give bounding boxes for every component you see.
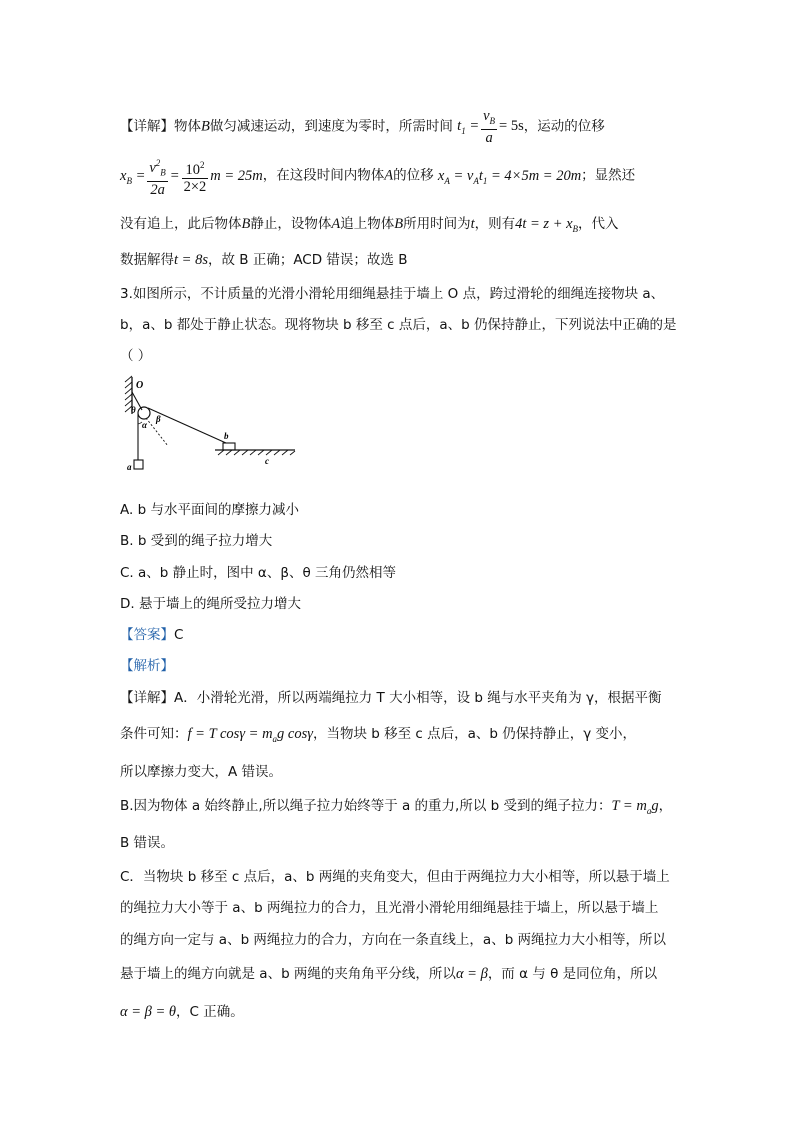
q3-stem-line-2: b，a、b 都处于静止状态。现将物块 b 移至 c 点后，a、b 仍保持静止，下列说法中正确的是 bbox=[120, 317, 677, 333]
option-a: A. b 与水平面间的摩擦力减小 bbox=[120, 502, 299, 518]
answer-value: C bbox=[174, 627, 184, 643]
label-theta: θ bbox=[131, 405, 136, 415]
detail-a-line-2: 条件可知：f = T $\cos\gamma = m_ag$ cosγ，当物块 b 移至 c 点后，a、b 仍保持静止，γ 变小， bbox=[120, 726, 637, 744]
formula-4t: $4t = z + x_B$ bbox=[515, 216, 579, 234]
detail-b-line-1: B.因为物体 a 始终静止,所以绳子拉力始终等于 a 的重力,所以 b 受到的绳子拉力：$T = m_ag$， bbox=[120, 798, 673, 816]
formula-xA: $x_A = v_At_1 = 4\times 5m = 20m$ bbox=[437, 167, 582, 186]
detail-a-line-3: 所以摩擦力变大，A 错误。 bbox=[120, 764, 283, 780]
ground-hatch bbox=[218, 450, 295, 455]
detail-c-line-5: α = β = θ，C 正确。 bbox=[120, 1004, 244, 1020]
answer-label: 【答案】 bbox=[120, 627, 174, 643]
answer-line bbox=[120, 623, 183, 643]
formula-alpha-beta: α = β bbox=[455, 966, 488, 982]
label-O: O bbox=[136, 380, 144, 391]
analysis-label: 【解析】 bbox=[120, 658, 174, 674]
text: 的位移 bbox=[393, 167, 434, 184]
detail-c-line-1: C．当物块 b 移至 c 点后，a、b 两绳的夹角变大，但由于两绳拉力大小相等，所以悬于墙上 bbox=[120, 869, 670, 885]
detail-c-line-2: 的绳拉力大小等于 a、b 两绳拉力的合力，且光滑小滑轮用细绳悬挂于墙上，所以悬于墙上 bbox=[120, 900, 659, 916]
detail-a-line-1: 【详解】A．小滑轮光滑，所以两端绳拉力 T 大小相等，设 b 绳与水平夹角为 γ，根据平衡 bbox=[120, 690, 662, 706]
option-b: B. b 受到的绳子拉力增大 bbox=[120, 533, 273, 549]
q3-stem-line-3: （ ） bbox=[120, 348, 152, 364]
prev-line-2 bbox=[120, 155, 635, 198]
text: 做匀减速运动，到速度为零时，所需时间 bbox=[209, 118, 453, 135]
prev-line-3: 没有追上，此后物体B静止，设物体A追上物体B所用时间为t，则有$4t = z + x_B$，代入 bbox=[120, 216, 619, 234]
pulley bbox=[138, 407, 150, 419]
detail-c-line-3: 的绳方向一定与 a、b 两绳拉力的合力，方向在一条直线上，a、b 两绳拉力大小相等，所以 bbox=[120, 932, 667, 948]
option-c: C. a、b 静止时，图中 α、β、θ 三角仍然相等 bbox=[120, 565, 396, 581]
label-b: b bbox=[224, 431, 229, 441]
text: ；显然还 bbox=[581, 167, 636, 184]
formula-t8: t = 8s bbox=[174, 252, 208, 268]
detail-b-line-2: B 错误。 bbox=[120, 835, 175, 851]
detail-c-line-4: 悬于墙上的绳方向就是 a、b 两绳的夹角角平分线，所以α = β，而 α 与 θ 是同位角，所以 bbox=[120, 966, 658, 982]
prev-line-1 bbox=[120, 108, 605, 146]
text: ，在这段时间内物体 bbox=[262, 167, 385, 184]
prev-line-4: 数据解得t = 8s，故 B 正确；ACD 错误；故选 B bbox=[120, 252, 408, 268]
block-b bbox=[223, 443, 235, 450]
label-beta: β bbox=[156, 414, 161, 424]
q3-stem-line-1: 3.如图所示，不计质量的光滑小滑轮用细绳悬挂于墙上 O 点，跨过滑轮的细绳连接物块 a、 bbox=[120, 286, 665, 302]
text: ，运动的位移 bbox=[523, 118, 605, 135]
block-a bbox=[134, 460, 143, 469]
label-a: a bbox=[127, 462, 132, 472]
option-d: D. 悬于墙上的绳所受拉力增大 bbox=[120, 596, 301, 612]
pulley-figure bbox=[120, 372, 305, 482]
math-var: A bbox=[384, 167, 394, 184]
text: 【详解】物体 bbox=[120, 118, 201, 135]
formula-tension: $T = m_ag$ bbox=[611, 798, 659, 816]
math-var: B bbox=[201, 118, 210, 135]
formula-t1: $t_1$ = $\frac{v_B}{a}$ = 5s bbox=[457, 108, 524, 146]
label-c: c bbox=[265, 456, 269, 466]
formula-all-equal: α = β = θ bbox=[120, 1004, 177, 1020]
formula-friction: f = T $\cos\gamma = m_ag$ cosγ bbox=[187, 726, 313, 744]
label-alpha: α bbox=[142, 420, 147, 430]
formula-xB: $x_B$ = $\frac{v^2_B}{2a}$ = $\frac{10^2}{2\times 2}$ m = 25m bbox=[120, 168, 263, 184]
